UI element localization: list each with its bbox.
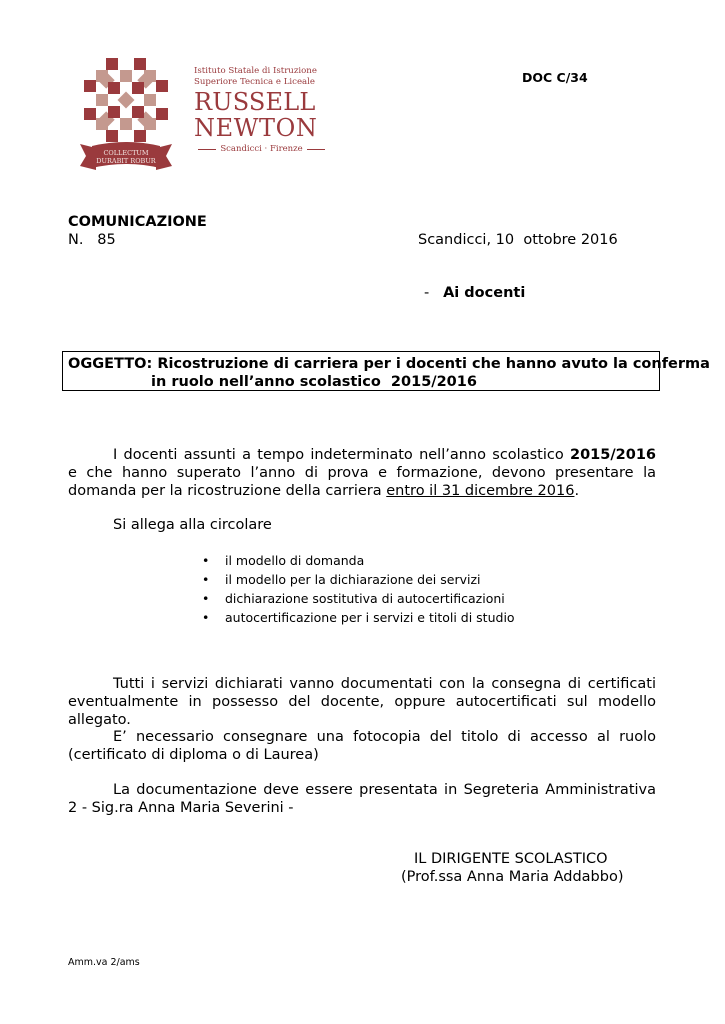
list-item [200,552,515,571]
paragraph-text: I docenti assunti a tempo indeterminato nell’anno scolastico [113,447,570,463]
list-item-label: il modello per la dichiarazione dei servizi [225,572,481,587]
list-item [200,571,515,590]
logo-institute-line: Istituto Statale di Istruzione [194,66,317,76]
signature-name: (Prof.ssa Anna Maria Addabbo) [401,869,624,885]
communication-number: N. 85 [68,232,116,248]
paragraph-text: e che hanno superato l’anno di prova e formazione, devono presentare la domanda per la ricostruzione della carriera [68,465,656,499]
recipient-label: Ai docenti [443,285,526,301]
logo-name-newton: NEWTON [194,114,318,142]
divider [198,149,216,150]
svg-text:DURABIT ROBUR: DURABIT ROBUR [96,157,156,165]
logo-type-line: Superiore Tecnica e Liceale [194,77,316,87]
document-code: DOC C/34 [522,70,588,85]
subject-line-1: OGGETTO: Ricostruzione di carriera per i docenti che hanno avuto la conferma [68,356,710,372]
list-item [200,590,515,609]
bullet-icon: • [202,553,210,568]
subject-line-2: in ruolo nell’anno scolastico 2015/2016 [151,374,477,390]
paragraph-diploma: E’ necessario consegnare una fotocopia del titolo di accesso al ruolo (certificato di diploma o di Laurea) [68,729,656,763]
attachments-list [200,552,515,628]
document-date: Scandicci, 10 ottobre 2016 [418,232,618,248]
svg-text:COLLECTUM: COLLECTUM [103,149,149,157]
bullet-icon: • [202,610,210,625]
logo-emblem-icon [74,52,189,178]
recipients [424,285,525,301]
deadline: entro il 31 dicembre 2016 [386,483,575,499]
paragraph-intro [68,446,656,500]
logo-name-russell: RUSSELL [194,88,316,116]
footer-reference: Amm.va 2/ams [68,957,140,968]
divider [307,149,325,150]
logo-city [194,144,329,155]
attachments-intro: Si allega alla circolare [113,517,272,533]
list-item [200,609,515,628]
school-name [194,66,329,155]
signature-title: IL DIRIGENTE SCOLASTICO [414,851,608,867]
logo-city-label: Scandicci · Firenze [220,144,303,154]
document-heading: COMUNICAZIONE [68,214,207,230]
paragraph-services: Tutti i servizi dichiarati vanno documentati con la consegna di certificati eventualmente in possesso del docente, oppure autocertificati sul modello allegato. [68,676,656,728]
list-item-label: autocertificazione per i servizi e titoli di studio [225,610,515,625]
list-item-label: dichiarazione sostitutiva di autocertificazioni [225,591,505,606]
paragraph-delivery: La documentazione deve essere presentata in Segreteria Amministrativa 2 - Sig.ra Anna Maria Severini - [68,782,656,816]
bullet-icon: • [202,591,210,606]
school-year: 2015/2016 [569,447,656,463]
paragraph-text: . [574,483,580,499]
list-item-label: il modello di domanda [225,553,365,568]
bullet-icon: • [202,572,210,587]
recipient-dash: - [424,285,430,301]
